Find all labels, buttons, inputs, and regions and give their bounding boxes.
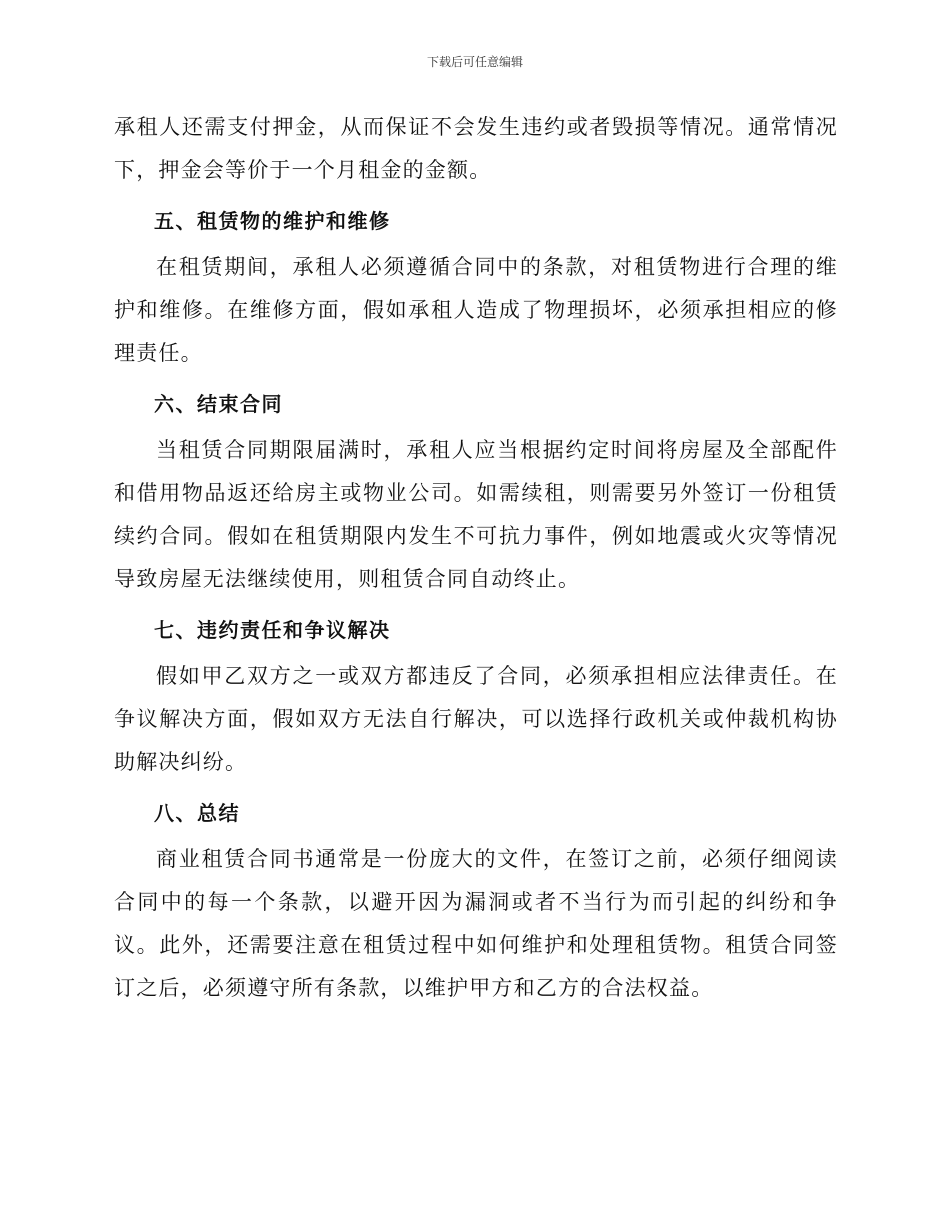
section-heading-liability: 七、违约责任和争议解决	[154, 618, 391, 642]
section-paragraph-maintenance: 在租赁期间，承租人必须遵循合同中的条款，对租赁物进行合理的维护和维修。在维修方面，假如承租人造成了物理损坏，必须承担相应的修理责任。	[114, 255, 838, 365]
document-body	[114, 106, 838, 1010]
page-header: 下载后可任意编辑	[426, 55, 523, 69]
section-paragraph-summary: 商业租赁合同书通常是一份庞大的文件，在签订之前，必须仔细阅读合同中的每一个条款，以避开因为漏洞或者不当行为而引起的纠纷和争议。此外，还需要注意在租赁过程中如何维护和处理租赁物。租赁合同签订之后，必须遵守所有条款，以维护甲方和乙方的合法权益。	[114, 847, 838, 1000]
section-paragraph-termination: 当租赁合同期限届满时，承租人应当根据约定时间将房屋及全部配件和借用物品返还给房主或物业公司。如需续租，则需要另外签订一份租赁续约合同。假如在租赁期限内发生不可抗力事件，例如地震或火灾等情况导致房屋无法继续使用，则租赁合同自动终止。	[114, 438, 838, 591]
section-heading-termination: 六、结束合同	[154, 392, 283, 416]
intro-paragraph: 承租人还需支付押金，从而保证不会发生违约或者毁损等情况。通常情况下，押金会等价于一个月租金的金额。	[114, 115, 838, 182]
section-heading-maintenance: 五、租赁物的维护和维修	[154, 209, 391, 233]
section-paragraph-liability: 假如甲乙双方之一或双方都违反了合同，必须承担相应法律责任。在争议解决方面，假如双方无法自行解决，可以选择行政机关或仲裁机构协助解决纠纷。	[114, 664, 838, 774]
section-heading-summary: 八、总结	[154, 801, 240, 825]
